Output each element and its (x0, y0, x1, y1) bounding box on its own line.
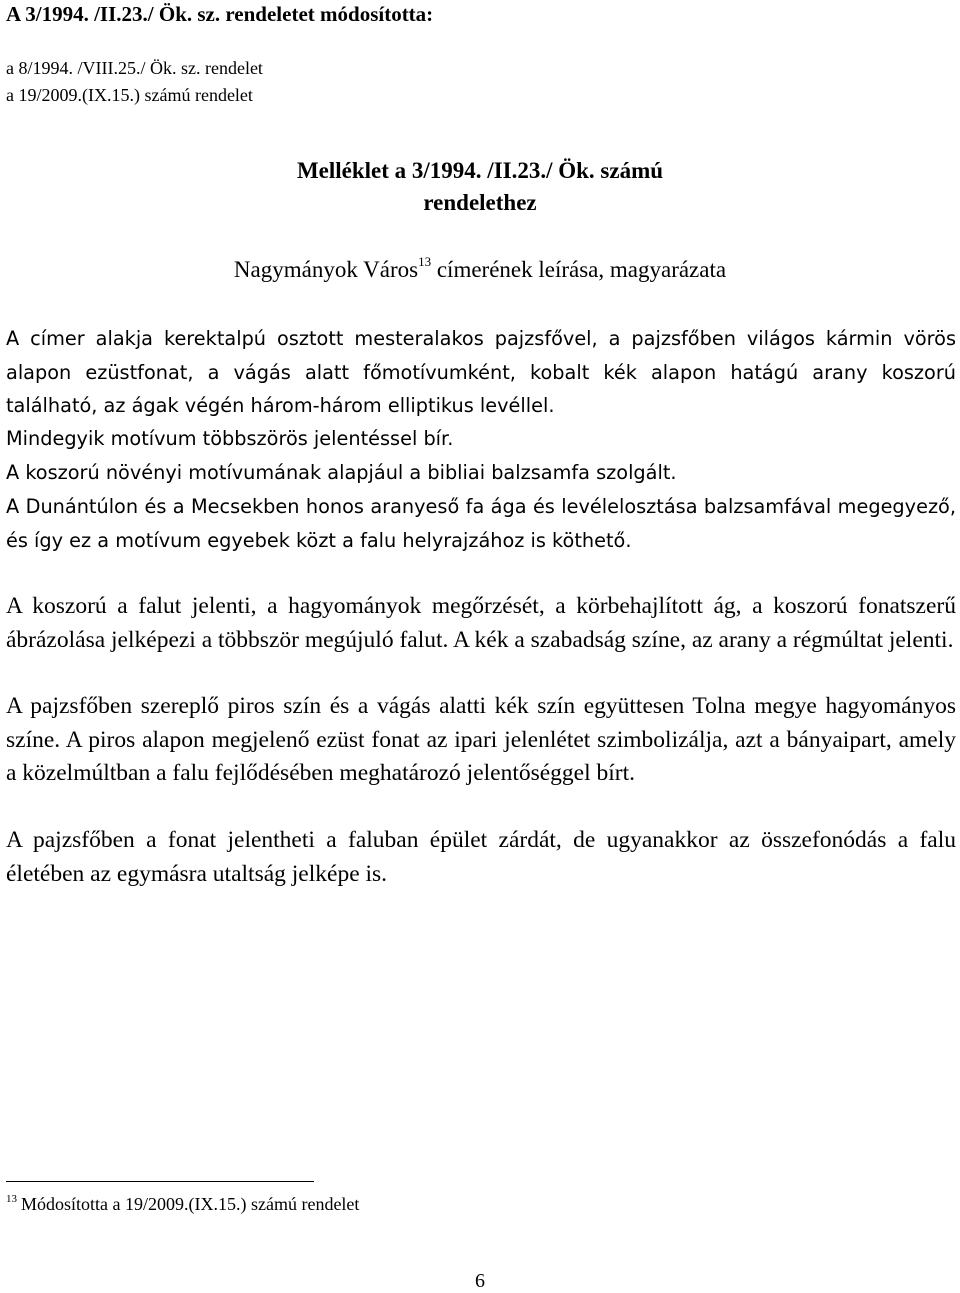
body-paragraph: A koszorú a falut jelenti, a hagyományok megőrzését, a körbehajlított ág, a koszorú fonatszerű ábrázolása jelképezi a többször megújuló falut. A kék a szabadság színe, az arany a régmúltat jelenti. (6, 593, 956, 653)
body-paragraph: Mindegyik motívum többszörös jelentéssel bír. (6, 427, 454, 450)
section-subtitle (0, 254, 960, 283)
body-paragraph: A koszorú növényi motívumának alapjául a bibliai balzsamfa szolgált. (6, 461, 677, 484)
body-paragraph: A pajzsfőben szereplő piros szín és a vágás alatti kék szín együttesen Tolna megye hagyományos színe. A piros alapon megjelenő ezüst fonat az ipari jelenlétet szimbolizálja, azt a bányaipart, amely a közelmúltban a falu fejlődésében meghatározó jelentőséggel bírt. (6, 693, 956, 786)
footnote-text: Módosította a 19/2009.(IX.15.) számú rendelet (21, 1194, 360, 1214)
footnote (6, 1194, 359, 1215)
annex-title-line: rendelethez (423, 190, 537, 215)
amendment-item: a 8/1994. /VIII.25./ Ök. sz. rendelet (6, 58, 263, 78)
footnote-separator (6, 1181, 314, 1182)
amendment-item: a 19/2009.(IX.15.) számú rendelet (6, 85, 253, 105)
footnote-reference: 13 (418, 254, 432, 269)
footnote-mark: 13 (6, 1193, 17, 1205)
page-number: 6 (475, 1270, 485, 1292)
subtitle-text: címerének leírása, magyarázata (431, 257, 727, 282)
body-paragraph: A címer alakja kerektalpú osztott mesteralakos pajzsfővel, a pajzsfőben világos kármin vörös alapon ezüstfonat, a vágás alatt főmotívumként, kobalt kék alapon hatágú arany koszorú található, az ágak végén három-három elliptikus levéllel. (6, 327, 956, 417)
body-paragraph: A Dunántúlon és a Mecsekben honos aranyeső fa ága és levélelosztása balzsamfával megegyező, és így ez a motívum egyebek közt a falu helyrajzához is köthető. (6, 495, 956, 552)
annex-title-line: Melléklet a 3/1994. /II.23./ Ök. számú (296, 158, 664, 183)
amendment-heading: A 3/1994. /II.23./ Ök. sz. rendeletet módosította: (6, 2, 434, 26)
body-paragraph: A pajzsfőben a fonat jelentheti a faluban épület zárdát, de ugyanakkor az összefonódás a falu életében az egymásra utaltság jelképe is. (6, 827, 956, 887)
subtitle-text: Nagymányok Város (233, 257, 419, 282)
